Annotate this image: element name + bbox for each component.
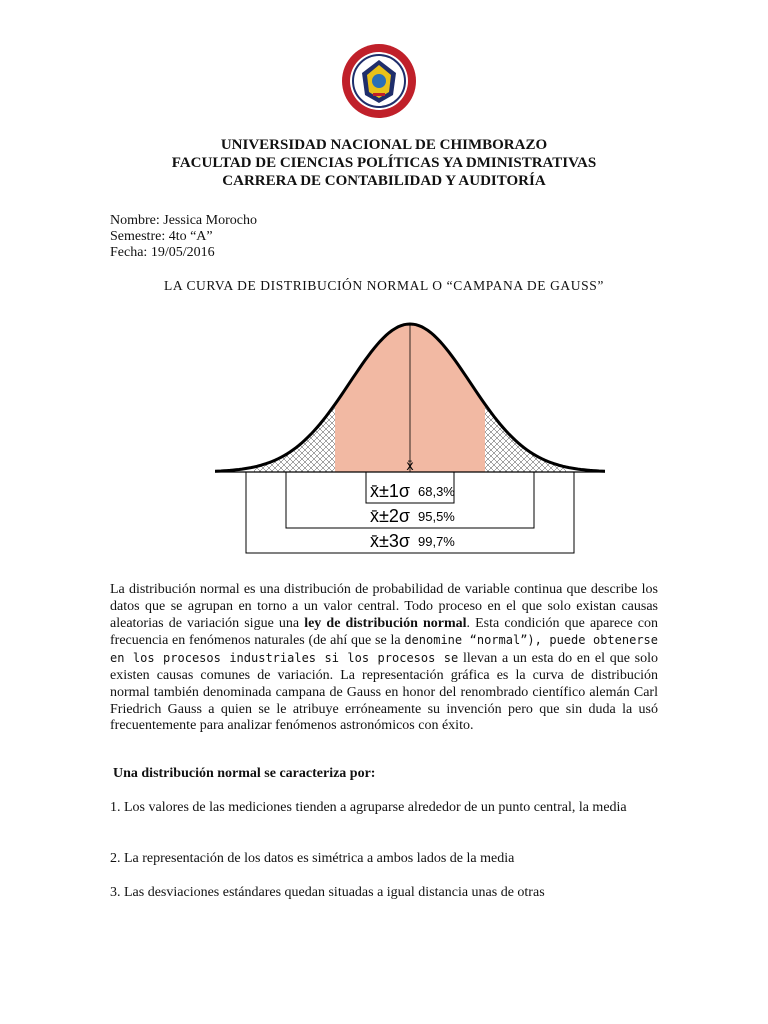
sigma-label-1: x̄±1σ (370, 481, 410, 501)
sigma-bracket-2 (286, 472, 534, 528)
paragraph-part-2: . Esta condición que aparece con frecuencia en fenómenos naturales (de ahí que se la (110, 615, 658, 649)
header-career: CARRERA DE CONTABILIDAD Y AUDITORÍA (222, 173, 546, 189)
sigma-percent-3: 99,7% (418, 534, 455, 549)
university-seal-logo (341, 43, 417, 119)
sigma-label-3: x̄±3σ (370, 531, 410, 551)
paragraph-part-1: La distribución normal es una distribución de probabilidad de variable continua que describe los datos que se agrupan en torno a un valor central. Todo proceso en el que solo existan causas aleatorias de variación sigue una (110, 582, 658, 631)
sigma-percent-2: 95,5% (418, 509, 455, 524)
list-item: 3. Las desviaciones estándares quedan situadas a igual distancia unas de otras (110, 885, 545, 900)
header-faculty: FACULTAD DE CIENCIAS POLÍTICAS YA DMINISTRATIVAS (171, 155, 597, 171)
normal-distribution-chart (215, 318, 605, 558)
paragraph-mono: denomine “normal”), puede obtenerse en los procesos industriales si los procesos se (110, 633, 658, 666)
sigma-percent-1: 68,3% (418, 484, 455, 499)
intro-paragraph (110, 582, 658, 735)
paragraph-bold: ley de distribución normal (304, 615, 467, 631)
student-semester: Semestre: 4to “A” (110, 229, 213, 244)
sigma-bracket-3 (246, 472, 574, 553)
student-name: Nombre: Jessica Morocho (110, 213, 257, 228)
student-info (110, 213, 257, 261)
document-title: LA CURVA DE DISTRIBUCIÓN NORMAL O “CAMPANA DE GAUSS” (164, 278, 604, 293)
characteristics-heading: Una distribución normal se caracteriza por: (113, 766, 376, 781)
institution-header (0, 136, 768, 190)
sigma-label-2: x̄±2σ (370, 506, 410, 526)
document-date: Fecha: 19/05/2016 (110, 245, 215, 260)
mean-label: x̄ (406, 457, 414, 473)
paragraph-part-3: llevan a un esta do en el que solo existen causas comunes de variación. La representación gráfica es la curva de distribución normal también denominada campana de Gauss en honor del renombrado científico alemán Carl Friedrich Gauss a quien se le atribuye erróneamente su invención pero que sin duda la usó frecuentemente para analizar fenómenos astronómicos con éxito. (110, 651, 659, 734)
list-item: 2. La representación de los datos es simétrica a ambos lados de la media (110, 851, 515, 866)
header-university: UNIVERSIDAD NACIONAL DE CHIMBORAZO (220, 137, 548, 153)
list-item: 1. Los valores de las mediciones tienden a agruparse alrededor de un punto central, la media (110, 800, 627, 815)
